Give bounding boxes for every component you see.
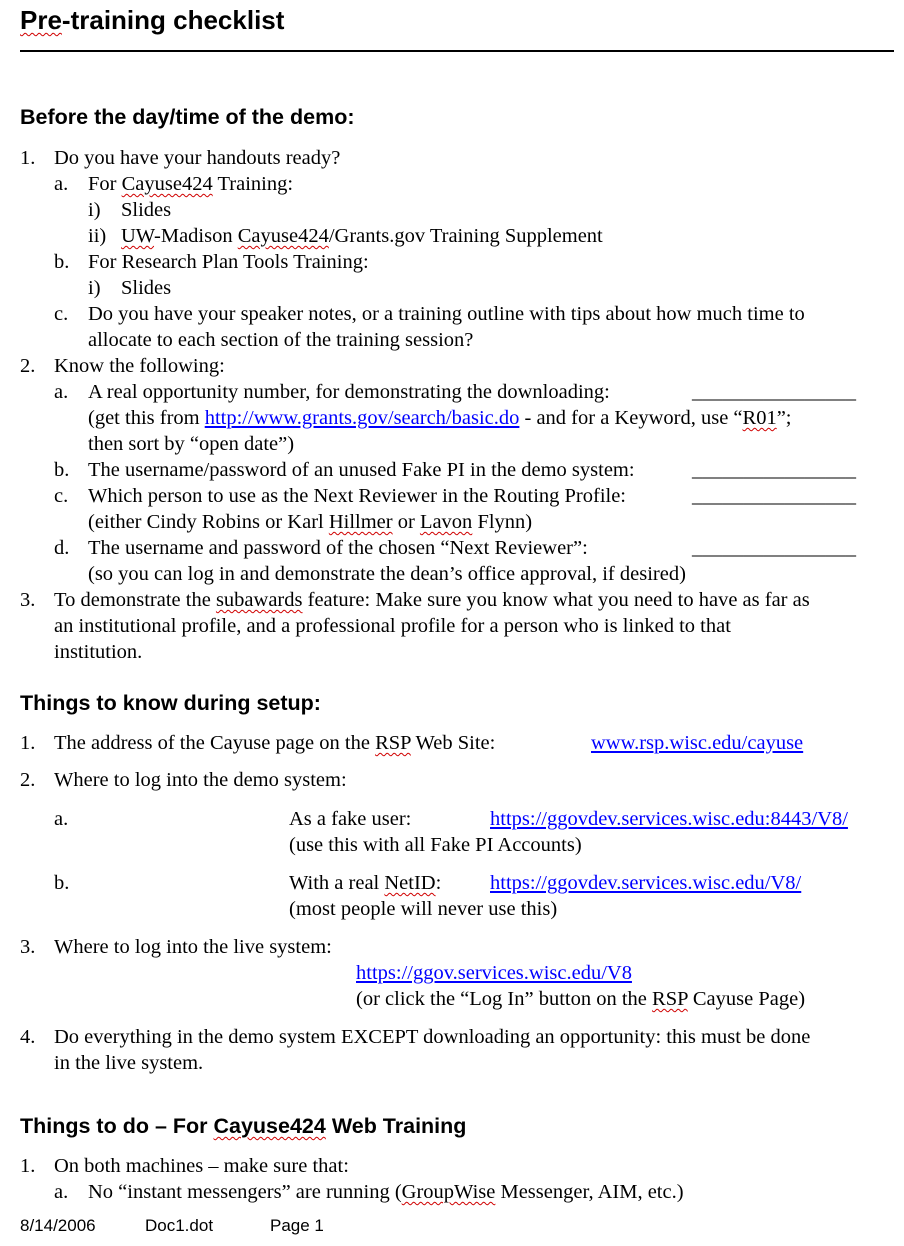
list-letter: b. bbox=[54, 872, 70, 894]
list-item-note: (or click the “Log In” button on the RSP Cayuse Page) bbox=[356, 988, 806, 1010]
list-letter: b. bbox=[54, 459, 70, 481]
rsp-cayuse-link[interactable]: www.rsp.wisc.edu/cayuse bbox=[591, 732, 804, 754]
list-item: A real opportunity number, for demonstrating the downloading: bbox=[88, 381, 610, 403]
list-item-cont: in the live system. bbox=[54, 1052, 204, 1074]
list-number: 1. bbox=[20, 1155, 36, 1177]
list-item: On both machines – make sure that: bbox=[54, 1155, 349, 1177]
list-item-cont: (get this from http://www.grants.gov/search/basic.do - and for a Keyword, use “R01”; bbox=[88, 407, 792, 429]
footer-date: 8/14/2006 bbox=[20, 1216, 96, 1235]
list-number: 1. bbox=[20, 732, 36, 754]
list-item: To demonstrate the subawards feature: Make sure you know what you need to have as far as bbox=[54, 589, 810, 611]
demo-fake-user-link[interactable]: https://ggovdev.services.wisc.edu:8443/V8/ bbox=[490, 808, 848, 830]
list-item: Which person to use as the Next Reviewer in the Routing Profile: bbox=[88, 485, 627, 507]
list-item: Where to log into the live system: bbox=[54, 936, 332, 958]
list-item: The address of the Cayuse page on the RSP Web Site: bbox=[54, 732, 496, 754]
list-letter: a. bbox=[54, 1181, 69, 1203]
live-system-link[interactable]: https://ggov.services.wisc.edu/V8 bbox=[356, 962, 632, 984]
list-roman: i) bbox=[88, 277, 101, 299]
list-item-note: (most people will never use this) bbox=[289, 898, 558, 920]
list-roman: ii) bbox=[88, 225, 107, 247]
page-title: Pre-training checklist bbox=[20, 5, 285, 35]
section-heading-web-training: Things to do – For Cayuse424 Web Training bbox=[20, 1114, 467, 1138]
list-item: For Research Plan Tools Training: bbox=[88, 251, 369, 273]
grants-search-link[interactable]: http://www.grants.gov/search/basic.do bbox=[204, 407, 520, 429]
footer-filename: Doc1.dot bbox=[145, 1216, 214, 1235]
list-letter: a. bbox=[54, 808, 69, 830]
list-item-cont: institution. bbox=[54, 641, 143, 663]
list-letter: a. bbox=[54, 173, 69, 195]
footer-page-number: Page 1 bbox=[270, 1216, 324, 1235]
fill-in-blank: ________________ bbox=[692, 459, 856, 481]
list-number: 2. bbox=[20, 769, 36, 791]
fill-in-blank: ________________ bbox=[692, 381, 856, 403]
list-item: Slides bbox=[121, 277, 172, 299]
list-item: Do you have your handouts ready? bbox=[54, 147, 341, 169]
list-item: Do you have your speaker notes, or a training outline with tips about how much time to bbox=[88, 303, 805, 325]
list-item-cont: (either Cindy Robins or Karl Hillmer or Lavon Flynn) bbox=[88, 511, 533, 533]
list-letter: b. bbox=[54, 251, 70, 273]
list-letter: c. bbox=[54, 485, 69, 507]
fill-in-blank: ________________ bbox=[692, 537, 856, 559]
list-item: The username and password of the chosen “Next Reviewer”: bbox=[88, 537, 588, 559]
title-rule bbox=[20, 50, 894, 52]
list-item: Where to log into the demo system: bbox=[54, 769, 347, 791]
list-number: 1. bbox=[20, 147, 36, 169]
list-letter: d. bbox=[54, 537, 70, 559]
list-item: Do everything in the demo system EXCEPT downloading an opportunity: this must be done bbox=[54, 1026, 811, 1048]
list-number: 3. bbox=[20, 936, 36, 958]
list-item-cont: allocate to each section of the training session? bbox=[88, 329, 474, 351]
list-number: 2. bbox=[20, 355, 36, 377]
list-item-note: (use this with all Fake PI Accounts) bbox=[289, 834, 582, 856]
list-item-cont: then sort by “open date”) bbox=[88, 433, 295, 455]
list-number: 3. bbox=[20, 589, 36, 611]
list-letter: a. bbox=[54, 381, 69, 403]
list-item: The username/password of an unused Fake PI in the demo system: bbox=[88, 459, 635, 481]
list-roman: i) bbox=[88, 199, 101, 221]
section-heading-setup: Things to know during setup: bbox=[20, 691, 321, 715]
list-item: With a real NetID: bbox=[289, 872, 442, 894]
list-number: 4. bbox=[20, 1026, 36, 1048]
list-item: Know the following: bbox=[54, 355, 225, 377]
list-item: No “instant messengers” are running (GroupWise Messenger, AIM, etc.) bbox=[88, 1181, 684, 1203]
demo-netid-link[interactable]: https://ggovdev.services.wisc.edu/V8/ bbox=[490, 872, 802, 894]
fill-in-blank: ________________ bbox=[692, 485, 856, 507]
list-letter: c. bbox=[54, 303, 69, 325]
list-item: As a fake user: bbox=[289, 808, 412, 830]
list-item: Slides bbox=[121, 199, 172, 221]
section-heading-before-demo: Before the day/time of the demo: bbox=[20, 105, 355, 129]
list-item: UW-Madison Cayuse424/Grants.gov Training Supplement bbox=[121, 225, 603, 247]
list-item: For Cayuse424 Training: bbox=[88, 173, 294, 195]
list-item-cont: an institutional profile, and a professional profile for a person who is linked to that bbox=[54, 615, 731, 637]
list-item-cont: (so you can log in and demonstrate the dean’s office approval, if desired) bbox=[88, 563, 686, 585]
